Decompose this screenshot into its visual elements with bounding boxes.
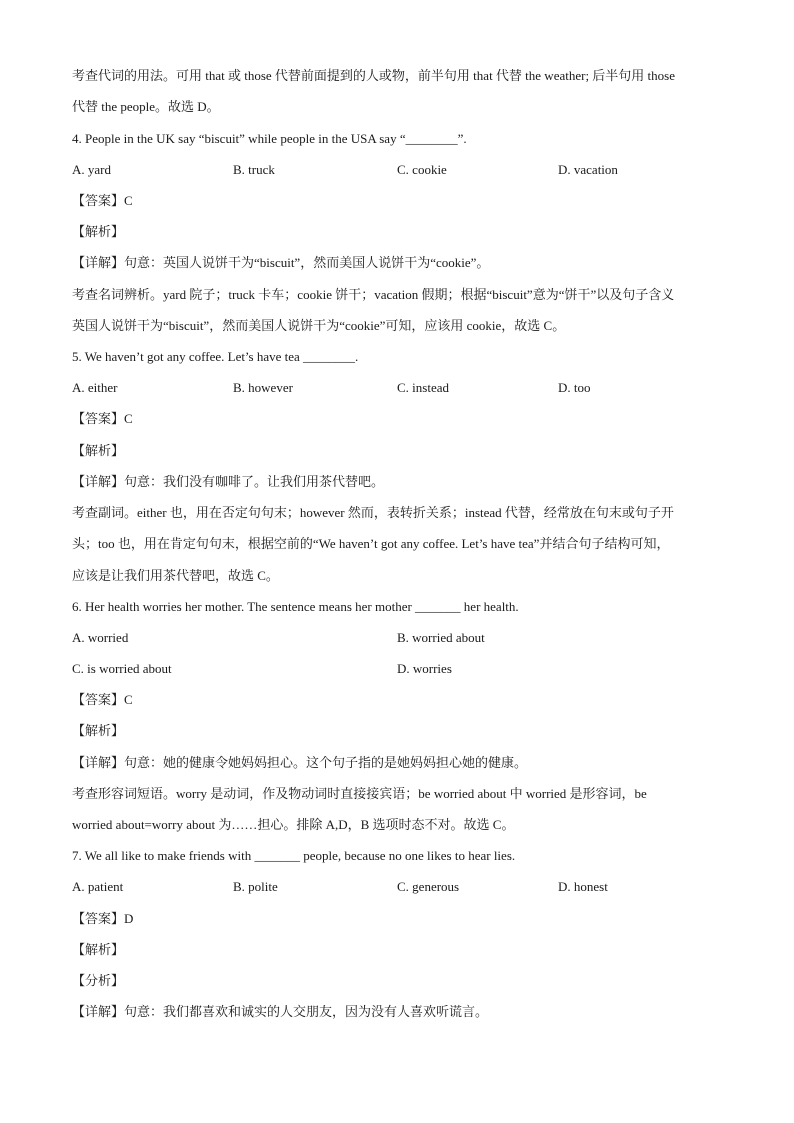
q4-option-b: B. truck <box>233 162 275 177</box>
q5-option-b: B. however <box>233 380 293 395</box>
q6-explanation-1: 考查形容词短语。worry 是动词，作及物动词时直接接宾语；be worried about 中 worried 是形容词，be <box>72 786 647 801</box>
q5-explanation-2: 头；too 也，用在肯定句句末，根据空前的“We haven’t got any coffee. Let’s have tea”并结合句子结构可知， <box>72 536 670 551</box>
q4-analysis-heading: 【解析】 <box>72 224 125 239</box>
q7-analysis-heading: 【解析】 <box>72 942 125 957</box>
q7-option-d: D. honest <box>558 879 608 894</box>
question-4-stem: 4. People in the UK say “biscuit” while people in the USA say “________”. <box>72 131 467 146</box>
q6-option-d: D. worries <box>397 661 452 676</box>
q6-answer: 【答案】C <box>72 692 133 707</box>
q5-analysis-heading: 【解析】 <box>72 443 125 458</box>
q4-answer: 【答案】C <box>72 193 133 208</box>
q4-option-c: C. cookie <box>397 162 447 177</box>
q4-option-a: A. yard <box>72 162 111 177</box>
q4-option-d: D. vacation <box>558 162 618 177</box>
q5-explanation-3: 应该是让我们用茶代替吧，故选 C。 <box>72 568 279 583</box>
q6-option-c: C. is worried about <box>72 661 172 676</box>
q5-option-a: A. either <box>72 380 118 395</box>
q7-option-c: C. generous <box>397 879 460 894</box>
q6-analysis-heading: 【解析】 <box>72 723 125 738</box>
q6-explanation-2: worried about=worry about 为……担心。排除 A,D，B 选项时态不对。故选 C。 <box>72 817 515 832</box>
q7-answer: 【答案】D <box>72 911 134 926</box>
q7-option-a: A. patient <box>72 879 124 894</box>
q5-option-c: C. instead <box>397 380 449 395</box>
q4-detail: 【详解】句意：英国人说饼干为“biscuit”，然而美国人说饼干为“cookie”。 <box>72 255 490 270</box>
q4-explanation-2: 英国人说饼干为“biscuit”，然而美国人说饼干为“cookie”可知，应该用 cookie，故选 C。 <box>72 318 566 333</box>
q5-explanation-1: 考查副词。either 也，用在否定句句末；however 然而，表转折关系；instead 代替，经常放在句末或句子开 <box>72 505 674 520</box>
intro-line-1: 考查代词的用法。可用 that 或 those 代替前面提到的人或物，前半句用 that 代替 the weather; 后半句用 those <box>72 68 676 83</box>
question-7-stem: 7. We all like to make friends with _______ people, because no one likes to hear lies. <box>72 848 516 863</box>
q7-fenxi-heading: 【分析】 <box>72 973 125 988</box>
q5-option-d: D. too <box>558 380 591 395</box>
q7-option-b: B. polite <box>233 879 278 894</box>
q6-detail: 【详解】句意：她的健康令她妈妈担心。这个句子指的是她妈妈担心她的健康。 <box>72 755 528 770</box>
question-6-stem: 6. Her health worries her mother. The sentence means her mother _______ her health. <box>72 599 519 614</box>
q4-explanation-1: 考查名词辨析。yard 院子；truck 卡车；cookie 饼干；vacation 假期；根据“biscuit”意为“饼干”以及句子含义 <box>72 287 675 302</box>
q5-answer: 【答案】C <box>72 411 133 426</box>
q7-detail: 【详解】句意：我们都喜欢和诚实的人交朋友，因为没有人喜欢听谎言。 <box>72 1004 489 1019</box>
intro-line-2: 代替 the people。故选 D。 <box>72 99 220 114</box>
q6-option-b: B. worried about <box>397 630 485 645</box>
q5-detail: 【详解】句意：我们没有咖啡了。让我们用茶代替吧。 <box>72 474 385 489</box>
q6-option-a: A. worried <box>72 630 129 645</box>
question-5-stem: 5. We haven’t got any coffee. Let’s have tea ________. <box>72 349 359 364</box>
